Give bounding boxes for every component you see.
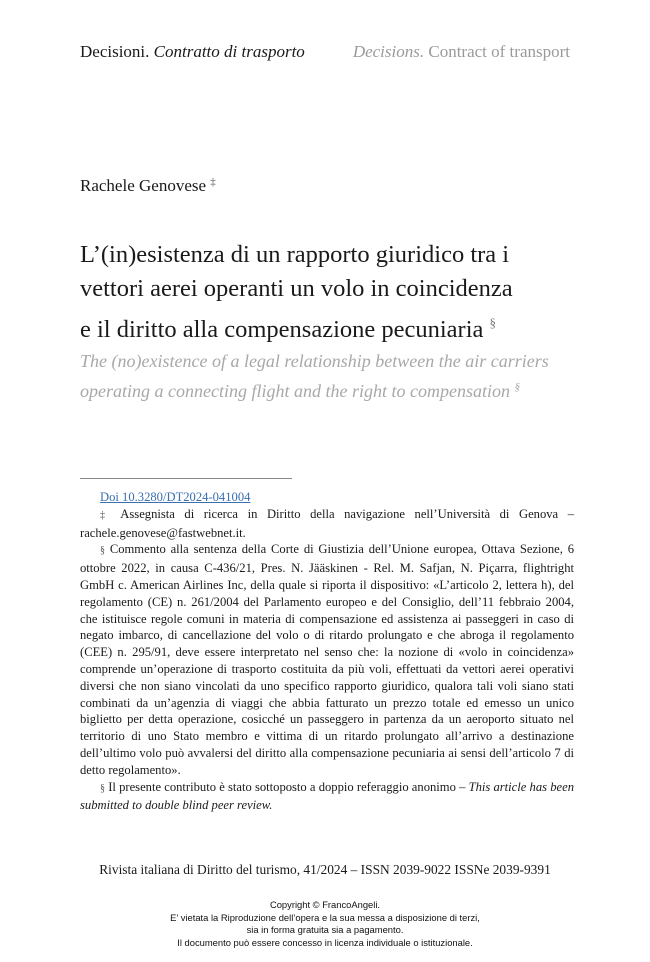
- doi-line: [80, 489, 574, 506]
- copyright-line-2: E’ vietata la Riproduzione dell’opera e la sua messa a disposizione di terzi,: [170, 911, 480, 923]
- copyright-line-4: Il documento può essere concesso in licenza individuale o istituzionale.: [177, 936, 473, 948]
- footnotes: [80, 489, 574, 814]
- journal-citation: Rivista italiana di Diritto del turismo, 41/2024 – ISSN 2039-9022 ISSNe 2039-9391: [99, 862, 551, 877]
- author-line: [80, 176, 216, 196]
- article-title-english: [80, 348, 600, 404]
- copyright-line-3: sia in forma gratuita sia a pagamento.: [246, 924, 404, 935]
- running-head-section-en: Decisions.: [352, 42, 425, 61]
- copyright-line-1: Copyright © FrancoAngeli.: [269, 899, 381, 910]
- review-footnote: [80, 779, 574, 815]
- author-footnote-text: Assegnista di ricerca in Diritto della navigazione nell’Università di Genova – rachele.genovese@fastwebnet.it.: [80, 506, 574, 540]
- doi-link[interactable]: Doi 10.3280/DT2024-041004: [100, 490, 251, 504]
- author-name: Rachele Genovese: [80, 176, 207, 195]
- comment-footnote: [80, 541, 574, 778]
- article-title-italian: [80, 238, 600, 347]
- comment-footnote-text: Commento alla sentenza della Corte di Giustizia dell’Unione europea, Ottava Sezione, 6 ottobre 2022, in causa C-436/21, Pres. N. Jääskinen - Rel. M. Safjan, N. Piçarra, flightright GmbH c. American Airlines Inc, della quale si riporta il dispositivo: «L’articolo 2, lettera h), del regolamento (CE) n. 261/2004 del Parlamento europeo e del Consiglio, dell’11 febbraio 2004, che istituisce regole comuni in materia di compensazione ed assistenza ai passeggeri in caso di negato imbarco, di cancellazione del volo o di ritardo prolungato e che abroga il regolamento (CEE) n. 295/91, deve essere interpretato nel senso che: la nozione di «volo in coincidenza» comprende un’operazione di trasporto costituita da più voli, effettuati da vettori aerei operativi diversi che non siano vincolati da uno specifico rapporto giuridico, qualora tali voli siano stati combinati da un’agenzia di viaggi che abbia fatturato un prezzo totale ed emesso un unico biglietto per detta operazione, cosicché un passeggero in partenza da un aeroporto situato nel territorio di uno Stato membro e vittima di un ritardo prolungato all’arrivo a destinazione dell’ultimo volo può avvalersi del diritto alla compensazione pecuniaria ai sensi dell’articolo 7 di detto regolamento».: [80, 542, 574, 777]
- running-head-english: [353, 42, 570, 62]
- review-footnote-text: Il presente contributo è stato sottoposto a doppio referaggio anonimo –: [108, 779, 466, 794]
- review-footnote-mark: §: [100, 782, 105, 794]
- running-head-topic-en: Contract of transport: [428, 42, 570, 61]
- comment-footnote-mark: §: [100, 545, 105, 557]
- copyright-notice: [0, 899, 650, 949]
- footnote-separator: [80, 478, 292, 479]
- title-en-line-1: The (no)existence of a legal relationship between the air carriers: [80, 351, 549, 371]
- review-footnote-english: This article has been submitted to double blind peer review.: [80, 779, 574, 813]
- title-line-1: L’(in)esistenza di un rapporto giuridico tra i: [80, 241, 510, 268]
- author-footnote-mark-text: ‡: [100, 509, 112, 521]
- author-footnote: [80, 506, 574, 542]
- title-en-line-2: operating a connecting flight and the right to compensation: [80, 381, 510, 401]
- title-footnote-mark: §: [489, 315, 497, 330]
- running-head-italian: [80, 42, 305, 62]
- running-head-topic: Contratto di trasporto: [153, 42, 305, 61]
- running-head-section: Decisioni.: [80, 42, 150, 61]
- author-footnote-mark: ‡: [210, 176, 216, 188]
- title-line-3: e il diritto alla compensazione pecuniaria: [80, 316, 484, 343]
- title-line-2: vettori aerei operanti un volo in coincidenza: [80, 275, 513, 302]
- title-en-footnote-mark: §: [514, 381, 520, 393]
